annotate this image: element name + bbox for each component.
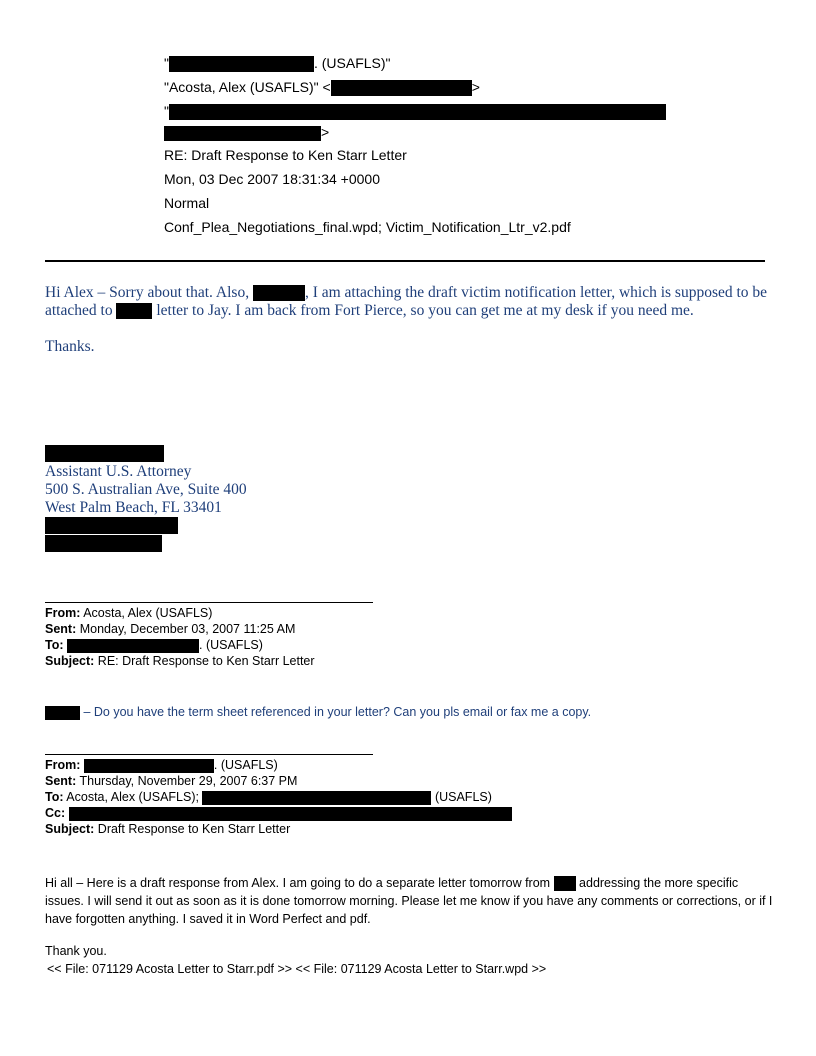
redaction-box xyxy=(169,56,314,72)
fwd2-cc-row: Cc: xyxy=(45,805,512,821)
signature-phone xyxy=(45,517,178,535)
signature-name xyxy=(45,445,164,463)
signature-fax xyxy=(45,535,162,553)
redaction-box xyxy=(69,807,512,821)
subject-value: RE: Draft Response to Ken Starr Letter xyxy=(164,147,407,163)
fwd1-from-row: From: Acosta, Alex (USAFLS) xyxy=(45,606,213,620)
signature-address-line1: 500 S. Australian Ave, Suite 400 xyxy=(45,481,247,498)
redaction-box xyxy=(67,639,199,653)
cc-value-continued: > xyxy=(164,123,329,141)
fwd2-thanks: Thank you. xyxy=(45,944,107,958)
signature-title: Assistant U.S. Attorney xyxy=(45,463,192,480)
fwd2-from-row: From: . (USAFLS) xyxy=(45,758,278,772)
redaction-box xyxy=(253,285,305,301)
fwd1-sent-row: Sent: Monday, December 03, 2007 11:25 AM xyxy=(45,622,296,636)
signature-address-line2: West Palm Beach, FL 33401 xyxy=(45,499,222,516)
fwd2-sent-row: Sent: Thursday, November 29, 2007 6:37 PM xyxy=(45,774,298,788)
cc-value: " xyxy=(164,102,666,120)
fwd2-body: Hi all – Here is a draft response from Alex. I am going to do a separate letter tomorrow from addressing the more specific issues. I will send it out as soon as it is done tomorrow morning. Please let me know if you have any comments or corrections, or if I have forgotten anything. I saved it in Word Perfect and pdf. xyxy=(45,876,773,926)
redaction-box xyxy=(164,126,321,141)
redaction-box xyxy=(554,876,576,891)
redaction-box xyxy=(45,706,80,720)
from-value: " . (USAFLS)" xyxy=(164,55,391,71)
redaction-box xyxy=(45,517,178,534)
fwd1-to-row: To: . (USAFLS) xyxy=(45,638,263,652)
date-value: Mon, 03 Dec 2007 18:31:34 +0000 xyxy=(164,171,381,187)
message-thanks: Thanks. xyxy=(45,338,95,355)
redaction-box xyxy=(84,759,214,773)
redaction-box xyxy=(169,104,666,120)
fwd2-attachments[interactable]: << File: 071129 Acosta Letter to Starr.pdf >> << File: 071129 Acosta Letter to Starr.wpd >> xyxy=(47,962,547,976)
attachments-value[interactable]: Conf_Plea_Negotiations_final.wpd; Victim_Notification_Ltr_v2.pdf xyxy=(164,219,571,235)
redaction-box xyxy=(331,80,472,96)
fwd2-subject-row: Subject: Draft Response to Ken Starr Letter xyxy=(45,822,291,836)
redaction-box xyxy=(116,303,152,319)
forward-divider xyxy=(45,754,373,755)
fwd1-note: – Do you have the term sheet referenced in your letter? Can you pls email or fax me a copy. xyxy=(45,705,591,720)
importance-value: Normal xyxy=(164,195,210,211)
forward-divider xyxy=(45,602,373,603)
header-divider xyxy=(45,260,765,262)
redaction-box xyxy=(202,791,431,805)
to-value: "Acosta, Alex (USAFLS)" < > xyxy=(164,79,480,95)
redaction-box xyxy=(45,535,162,552)
fwd1-subject-row: Subject: RE: Draft Response to Ken Starr Letter xyxy=(45,654,315,668)
redaction-box xyxy=(45,445,164,462)
message-paragraph: Hi Alex – Sorry about that. Also, , I am attaching the draft victim notification letter, which is supposed to be attached to letter to Jay. I am back from Fort Pierce, so you can get me at my desk if you need me. xyxy=(45,284,768,319)
fwd2-to-row: To: Acosta, Alex (USAFLS); (USAFLS) xyxy=(45,790,492,804)
